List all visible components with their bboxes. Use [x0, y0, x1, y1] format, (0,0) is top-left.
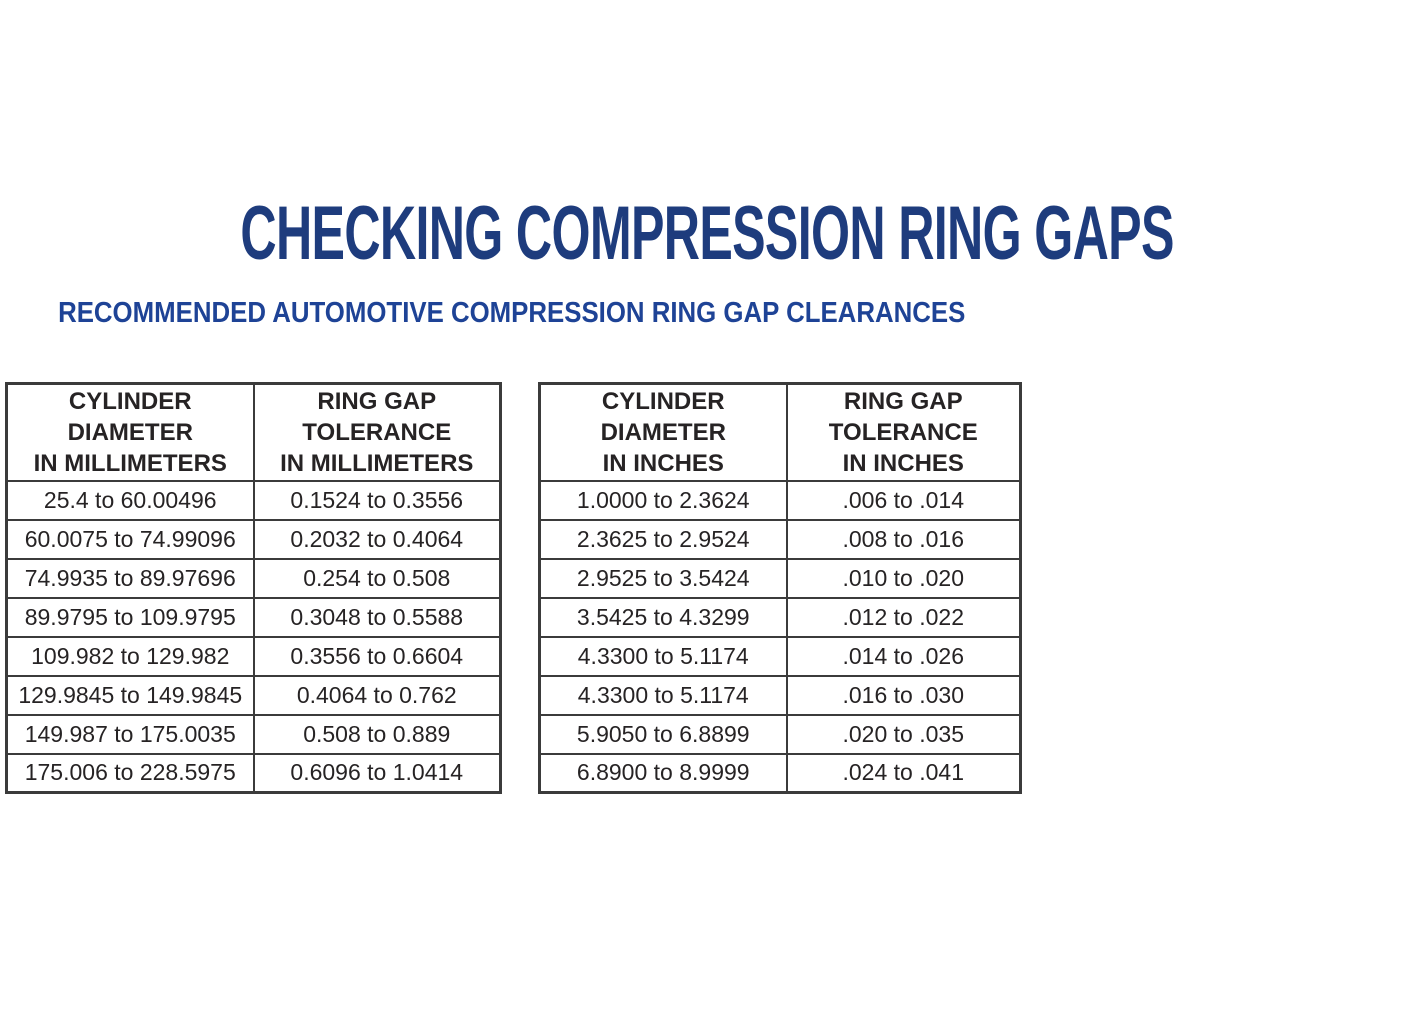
- table-row: [540, 754, 1021, 793]
- table-cell: 0.1524 to 0.3556: [254, 481, 501, 520]
- table-cell: 25.4 to 60.00496: [7, 481, 254, 520]
- table-cell: 0.508 to 0.889: [254, 715, 501, 754]
- table-cell: 0.2032 to 0.4064: [254, 520, 501, 559]
- table-row: [540, 520, 1021, 559]
- table-row: [7, 715, 501, 754]
- table-cell: 2.9525 to 3.5424: [540, 559, 787, 598]
- table-row: [7, 559, 501, 598]
- table-cell: 4.3300 to 5.1174: [540, 676, 787, 715]
- column-header: RING GAP TOLERANCE IN INCHES: [787, 384, 1021, 481]
- table-row: [7, 598, 501, 637]
- ring-gap-table-inches: [538, 382, 1022, 794]
- table-cell: 1.0000 to 2.3624: [540, 481, 787, 520]
- table-cell: .006 to .014: [787, 481, 1021, 520]
- table-row: [7, 637, 501, 676]
- table-row: [540, 481, 1021, 520]
- table-cell: 5.9050 to 6.8899: [540, 715, 787, 754]
- table-row: [540, 676, 1021, 715]
- table-cell: 109.982 to 129.982: [7, 637, 254, 676]
- column-header: RING GAP TOLERANCE IN MILLIMETERS: [254, 384, 501, 481]
- table-row: [540, 715, 1021, 754]
- table-cell: 0.4064 to 0.762: [254, 676, 501, 715]
- table-cell: .020 to .035: [787, 715, 1021, 754]
- table-cell: 0.3048 to 0.5588: [254, 598, 501, 637]
- table-cell: 0.6096 to 1.0414: [254, 754, 501, 793]
- table-row: [540, 559, 1021, 598]
- table-cell: .012 to .022: [787, 598, 1021, 637]
- table-cell: 4.3300 to 5.1174: [540, 637, 787, 676]
- table-cell: 149.987 to 175.0035: [7, 715, 254, 754]
- table-cell: 129.9845 to 149.9845: [7, 676, 254, 715]
- table-cell: 2.3625 to 2.9524: [540, 520, 787, 559]
- page-subtitle: [0, 296, 1024, 330]
- ring-gap-table-millimeters: [5, 382, 502, 794]
- page-title: [0, 191, 1174, 276]
- table-cell: 6.8900 to 8.9999: [540, 754, 787, 793]
- table-cell: 74.9935 to 89.97696: [7, 559, 254, 598]
- header-row: [7, 384, 501, 481]
- column-header: CYLINDER DIAMETER IN INCHES: [540, 384, 787, 481]
- table-cell: 0.254 to 0.508: [254, 559, 501, 598]
- table-row: [7, 676, 501, 715]
- table-cell: 89.9795 to 109.9795: [7, 598, 254, 637]
- table-row: [7, 481, 501, 520]
- table-cell: .014 to .026: [787, 637, 1021, 676]
- table-cell: .010 to .020: [787, 559, 1021, 598]
- tables-container: [5, 382, 1022, 794]
- table-cell: 175.006 to 228.5975: [7, 754, 254, 793]
- table-row: [540, 598, 1021, 637]
- table-cell: .016 to .030: [787, 676, 1021, 715]
- table-cell: 0.3556 to 0.6604: [254, 637, 501, 676]
- page-title-text: CHECKING COMPRESSION RING GAPS: [240, 191, 1174, 276]
- header-row: [540, 384, 1021, 481]
- table-row: [7, 520, 501, 559]
- table-row: [540, 637, 1021, 676]
- page-subtitle-text: RECOMMENDED AUTOMOTIVE COMPRESSION RING GAP CLEARANCES: [58, 297, 966, 329]
- table-cell: 3.5425 to 4.3299: [540, 598, 787, 637]
- table-cell: 60.0075 to 74.99096: [7, 520, 254, 559]
- column-header: CYLINDER DIAMETER IN MILLIMETERS: [7, 384, 254, 481]
- table-row: [7, 754, 501, 793]
- table-cell: .008 to .016: [787, 520, 1021, 559]
- table-cell: .024 to .041: [787, 754, 1021, 793]
